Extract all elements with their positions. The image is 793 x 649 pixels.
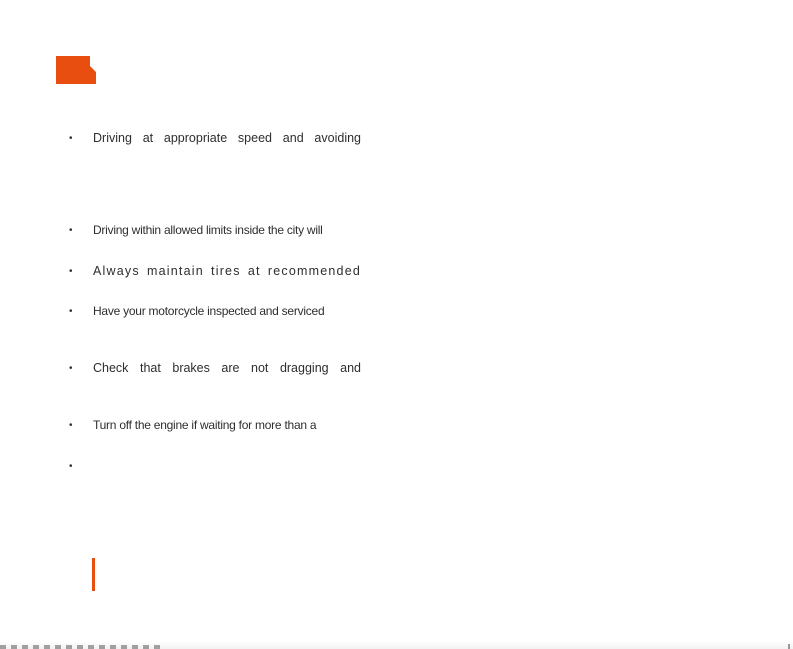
- list-item-6-text: Turn off the engine if waiting for more than a: [93, 418, 317, 432]
- list-item-7-text: [93, 458, 361, 474]
- list-item-1-text: Driving at appropriate speed and avoiding: [93, 131, 361, 145]
- list-item-5-text: Check that brakes are not dragging and: [93, 361, 361, 375]
- list-bullet: •: [69, 363, 73, 374]
- list-bullet: •: [69, 461, 73, 472]
- list-bullet: •: [69, 266, 73, 277]
- list-bullet: •: [69, 225, 73, 236]
- cropped-edge-mark: [788, 644, 790, 649]
- list-item-4-text: Have your motorcycle inspected and serviced: [93, 304, 325, 318]
- cropped-text-fragment: [0, 645, 160, 649]
- list-bullet: •: [69, 133, 73, 144]
- list-bullet: •: [69, 306, 73, 317]
- note-accent-bar: [92, 558, 95, 591]
- section-tab-marker: [56, 56, 96, 84]
- list-item-2-text: Driving within allowed limits inside the city will: [93, 223, 323, 237]
- list-bullet: •: [69, 420, 73, 431]
- list-item-3-text: Always maintain tires at recommended: [93, 264, 361, 278]
